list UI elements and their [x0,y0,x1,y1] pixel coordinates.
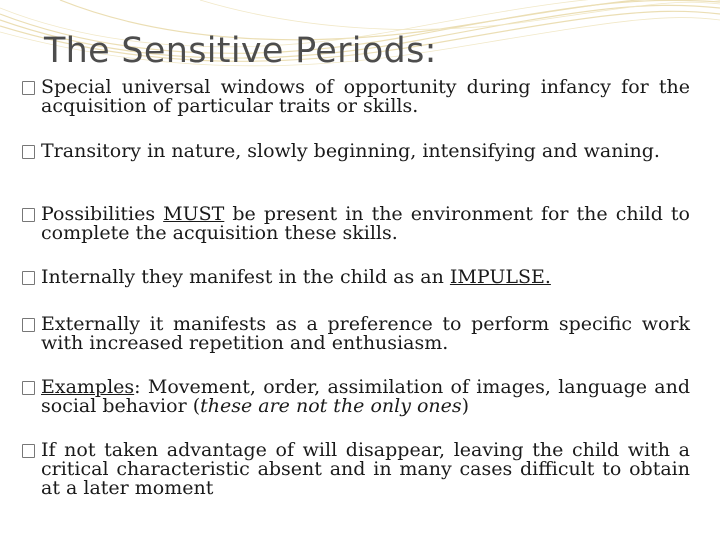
bullet-item [22,378,690,416]
bullet-box-icon [22,208,35,222]
bullet-text [41,376,690,417]
bullet-box-icon [22,318,35,332]
text-segment: be present in the environment for the child to complete the acquisition these skills. [41,203,690,244]
bullet-item [22,315,690,353]
underlined-text: IMPULSE. [449,266,551,288]
text-segment: Possibilities [41,203,164,225]
bullet-item [22,205,690,243]
italic-text: these are not the only ones [200,395,462,417]
underlined-text: Examples [41,376,135,398]
bullet-box-icon [22,444,35,458]
bullet-text [41,313,690,354]
bullet-item [22,441,690,498]
text-segment: Transitory in nature, slowly beginning, intensifying and waning. [41,140,660,162]
bullet-text [41,203,690,244]
bullet-box-icon [22,381,35,395]
text-segment: Special universal windows of opportunity during infancy for the acquisition of particular traits or skills. [41,76,690,117]
bullet-box-icon [22,145,35,159]
text-segment: ) [461,395,470,417]
bullet-item [22,142,690,161]
underlined-text: MUST [163,203,225,225]
bullet-text [41,439,690,499]
bullet-text [41,266,551,288]
text-segment: : Movement, order, assimilation of images, language and social behavior ( [41,376,690,417]
text-segment: Externally it manifests as a preference to perform specific work with increased repetition and enthusiasm. [41,313,690,354]
text-segment: Internally they manifest in the child as an [41,266,450,288]
bullet-item [22,268,690,287]
bullet-item [22,78,690,116]
text-segment: If not taken advantage of will disappear, leaving the child with a critical characteristic absent and in many cases difficult to obtain at a later moment [41,439,690,499]
bullet-text [41,140,660,162]
slide-title: The Sensitive Periods: [44,31,437,71]
bullet-box-icon [22,81,35,95]
bullet-box-icon [22,271,35,285]
bullet-text [41,76,690,117]
